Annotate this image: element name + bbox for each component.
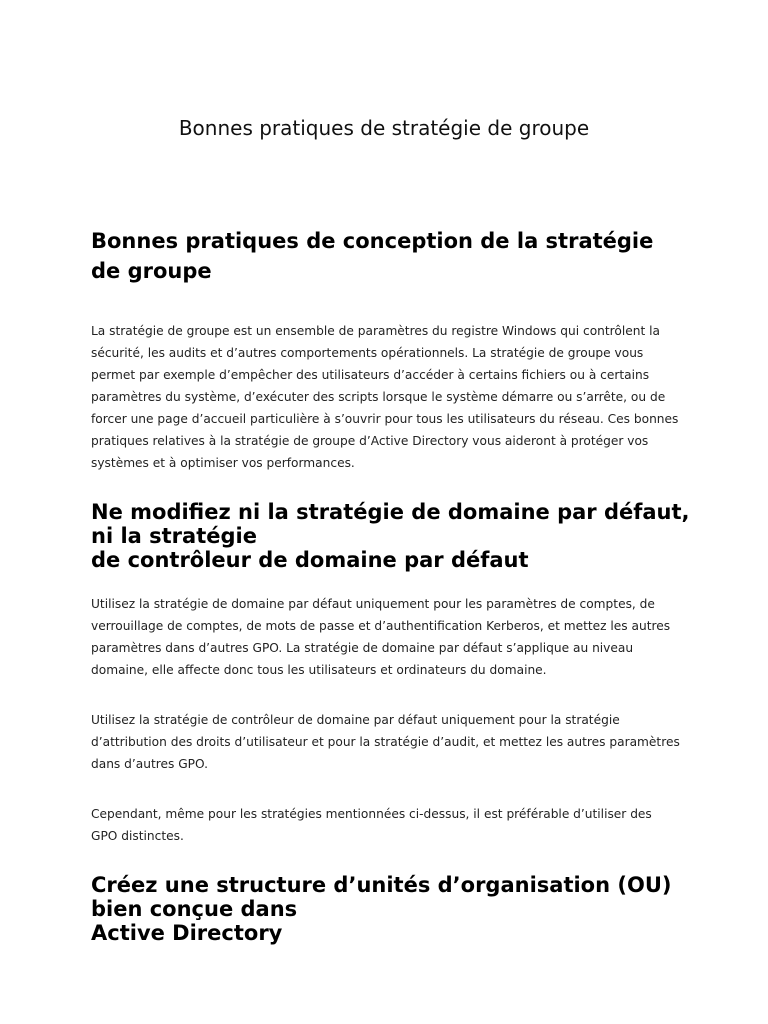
section-heading-ou-structure xyxy=(91,873,681,945)
heading-line: de groupe xyxy=(91,259,212,283)
page-title: Bonnes pratiques de stratégie de groupe xyxy=(178,116,590,140)
paragraph-default-dc: Utilisez la stratégie de contrôleur de domaine par défaut uniquement pour la stratégie d’attribution des droits d’utilisateur et pour la stratégie d’audit, et mettez les autres paramètres dans d’autres GPO. xyxy=(91,713,680,771)
section-heading-design xyxy=(91,226,681,286)
heading-line: ni la stratégie xyxy=(91,524,257,548)
paragraph-default-domain: Utilisez la stratégie de domaine par défaut uniquement pour les paramètres de comptes, de verrouillage de comptes, de mots de passe et d’authentification Kerberos, et mettez les autres paramètres dans d’autres GPO. La stratégie de domaine par défaut s’applique au niveau domaine, elle affecte donc tous les utilisateurs et ordinateurs du domaine. xyxy=(91,597,671,677)
heading-line: Créez une structure d’unités d’organisation (OU) xyxy=(91,873,672,897)
paragraph-separate-gpo: Cependant, même pour les stratégies mentionnées ci-dessus, il est préférable d’utiliser des GPO distinctes. xyxy=(91,807,652,843)
document-body xyxy=(91,226,690,945)
section-heading-default-policies xyxy=(91,500,690,572)
heading-line: de contrôleur de domaine par défaut xyxy=(91,548,529,572)
heading-line: bien conçue dans xyxy=(91,897,298,921)
paragraph-intro: La stratégie de groupe est un ensemble de paramètres du registre Windows qui contrôlent la sécurité, les audits et d’autres comportements opérationnels. La stratégie de groupe vous permet par exemple d’empêcher des utilisateurs d’accéder à certains fichiers ou à certains paramètres du système, d’exécuter des scripts lorsque le système démarre ou s’arrête, ou de forcer une page d’accueil particulière à s’ouvrir pour tous les utilisateurs du réseau. Ces bonnes pratiques relatives à la stratégie de groupe d’Active Directory vous aideront à protéger vos systèmes et à optimiser vos performances. xyxy=(91,324,679,470)
heading-line: Bonnes pratiques de conception de la stratégie xyxy=(91,229,654,253)
heading-line: Ne modifiez ni la stratégie de domaine par défaut, xyxy=(91,500,690,524)
heading-line: Active Directory xyxy=(91,921,283,945)
